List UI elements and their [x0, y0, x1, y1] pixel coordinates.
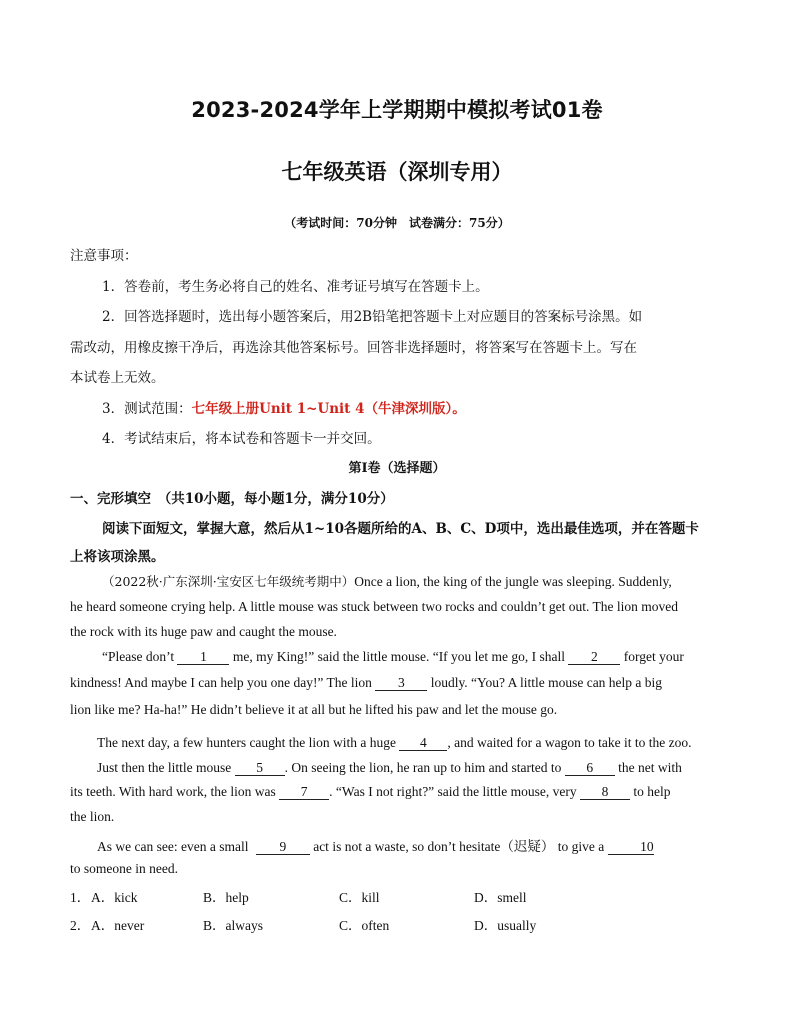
blank-2: 2: [568, 650, 620, 665]
passage-p1-line-1: （2022秋·广东深圳·宝安区七年级统考期中）Once a lion, the king of the jungle was sleeping. Suddenly,: [102, 574, 672, 589]
passage-p4-line-1: As we can see: even a small 9 act is not a waste, so don’t hesitate（迟疑） to give a 10: [97, 839, 654, 854]
note-item-2-line-1: 2．回答选择题时，选出每小题答案后，用2B铅笔把答题卡上对应题目的答案标号涂黑。如: [102, 309, 643, 325]
note-item-1: 1．答卷前，考生务必将自己的姓名、准考证号填写在答题卡上。: [102, 279, 489, 295]
note-item-2-line-3: 本试卷上无效。: [70, 370, 165, 386]
note-item-2-line-2: 需改动，用橡皮擦干净后，再选涂其他答案标号。回答非选择题时，将答案写在答题卡上。写在: [70, 340, 637, 356]
passage-source: （2022秋·广东深圳·宝安区七年级统考期中）: [102, 574, 355, 589]
passage-p2-line-3: lion like me? Ha-ha!” He didn’t believe it at all but he lifted his paw and let the mouse go.: [70, 702, 558, 717]
part-title: 第I卷（选择题）: [348, 461, 446, 476]
option-c[interactable]: C．often: [339, 918, 390, 933]
blank-7: 7: [279, 785, 329, 800]
note-item-3-prefix: 3．测试范围：: [102, 401, 192, 417]
option-c[interactable]: C．kill: [339, 890, 380, 905]
passage-p4-line-2: to someone in need.: [70, 861, 178, 876]
passage-p3-line-3: its teeth. With hard work, the lion was 7 . “Was I not right?” said the little mouse, very 8 to help: [70, 784, 671, 799]
blank-3: 3: [375, 676, 427, 691]
section-heading: 一、完形填空 （共10小题，每小题1分，满分10分）: [70, 491, 394, 507]
blank-9: 9: [256, 840, 310, 855]
passage-p3-line-1: The next day, a few hunters caught the lion with a huge 4 , and waited for a wagon to take it to the zoo.: [97, 735, 692, 750]
option-b[interactable]: B．help: [203, 890, 249, 905]
notes-heading: 注意事项：: [70, 248, 138, 264]
passage-p1-line-3: the rock with its huge paw and caught the mouse.: [70, 624, 337, 639]
option-d[interactable]: D．smell: [474, 890, 527, 905]
option-a[interactable]: A．kick: [91, 890, 138, 905]
instruction-line-1: 阅读下面短文，掌握大意，然后从1~10各题所给的A、B、C、D项中，选出最佳选项，并在答题卡: [102, 521, 699, 537]
passage-p2-line-1: “Please don’t 1 me, my King!” said the little mouse. “If you let me go, I shall 2 forget your: [102, 649, 684, 664]
passage-p3-line-2: Just then the little mouse 5 . On seeing the lion, he ran up to him and started to 6 the net with: [97, 760, 682, 775]
option-a[interactable]: A．never: [91, 918, 145, 933]
passage-p1-line-2: he heard someone crying help. A little mouse was stuck between two rocks and couldn’t get out. The lion moved: [70, 599, 678, 614]
passage-p3-line-4: the lion.: [70, 809, 115, 824]
blank-8: 8: [580, 785, 630, 800]
blank-1: 1: [177, 650, 229, 665]
option-d[interactable]: D．usually: [474, 918, 537, 933]
passage-p2-line-2: kindness! And maybe I can help you one day!” The lion 3 loudly. “You? A little mouse can help a big: [70, 675, 663, 690]
exam-info: （考试时间：70分钟 试卷满分：75分）: [284, 216, 510, 230]
note-item-3: [102, 397, 757, 417]
blank-5: 5: [235, 761, 285, 776]
question-number: 1．: [70, 890, 91, 905]
test-range: 七年级上册Unit 1~Unit 4（牛津深圳版）。: [191, 401, 466, 417]
question-number: 2．: [70, 918, 91, 933]
exam-title: 2023-2024学年上学期期中模拟考试01卷: [191, 98, 603, 122]
instruction-line-2: 上将该项涂黑。: [70, 549, 165, 565]
note-item-4: 4．考试结束后，将本试卷和答题卡一并交回。: [102, 431, 381, 447]
option-b[interactable]: B．always: [203, 918, 263, 933]
exam-subtitle: 七年级英语（深圳专用）: [281, 160, 513, 184]
blank-4: 4: [399, 736, 447, 751]
blank-6: 6: [565, 761, 615, 776]
blank-10: 10: [608, 840, 654, 855]
